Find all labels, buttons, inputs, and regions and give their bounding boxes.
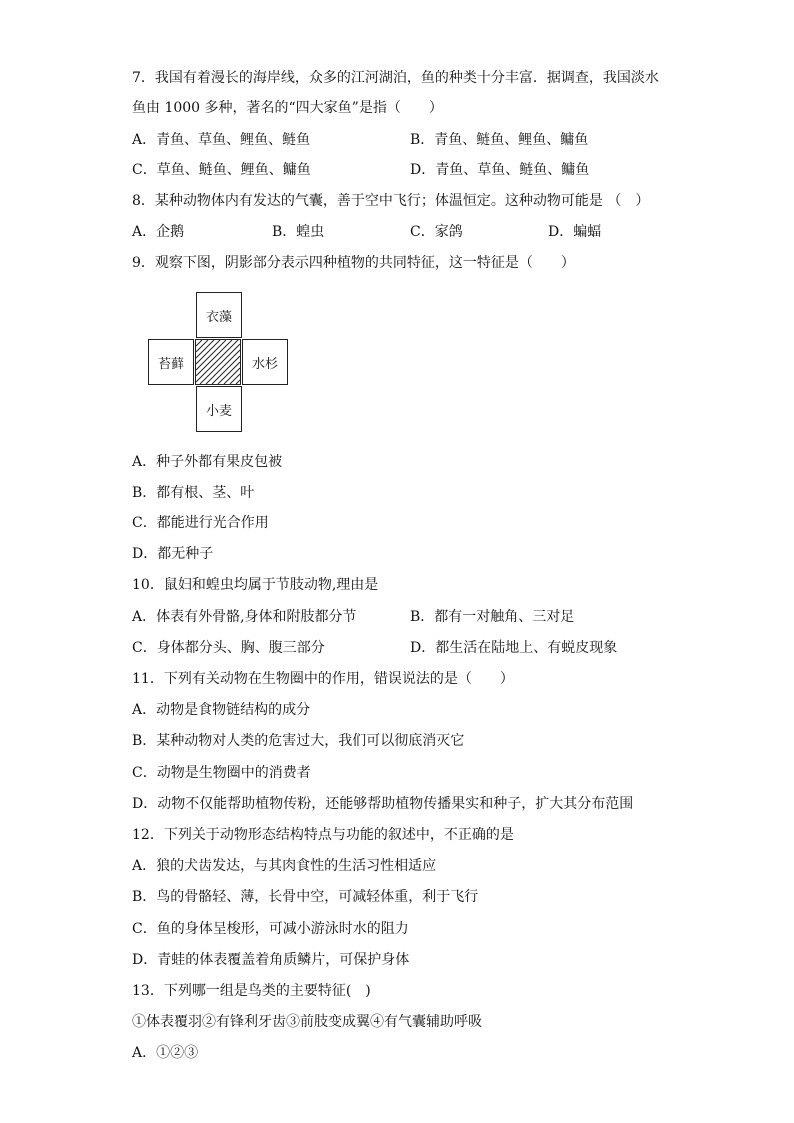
q7-stem-line1: 7．我国有着漫长的海岸线，众多的江河湖泊，鱼的种类十分丰富．据调查，我国淡水	[132, 70, 659, 86]
q7-options-row1	[132, 130, 692, 150]
q7-option-a[interactable]: A．青鱼、草鱼、鲤鱼、鲢鱼	[132, 132, 311, 148]
q13-stem: 13．下列哪一组是鸟类的主要特征( )	[132, 983, 371, 999]
hatch-pattern-icon	[196, 340, 240, 384]
q11-option-b[interactable]: B．某种动物对人类的危害过大，我们可以彻底消灭它	[132, 733, 465, 749]
diagram-cell-left: 苔藓	[148, 339, 194, 385]
q11-option-c[interactable]: C．动物是生物圈中的消费者	[132, 765, 311, 781]
q8-option-d[interactable]: D．蝙蝠	[548, 224, 602, 240]
q11-option-d[interactable]: D．动物不仅能帮助植物传粉，还能够帮助植物传播果实和种子，扩大其分布范围	[132, 796, 634, 812]
q8-options-row	[132, 222, 692, 242]
q10-option-c[interactable]: C．身体都分头、胸、腹三部分	[132, 640, 325, 656]
diagram-cell-bottom: 小麦	[196, 386, 242, 432]
q10-stem: 10．鼠妇和蝗虫均属于节肢动物,理由是	[132, 577, 379, 593]
q12-stem: 12．下列关于动物形态结构特点与功能的叙述中，不正确的是	[132, 827, 514, 843]
q7-option-b[interactable]: B．青鱼、鲢鱼、鲤鱼、鳙鱼	[410, 132, 589, 148]
q11-stem: 11．下列有关动物在生物圈中的作用，错误说法的是（ ）	[132, 671, 514, 687]
q9-option-b[interactable]: B．都有根、茎、叶	[132, 485, 255, 501]
q9-option-a[interactable]: A．种子外都有果皮包被	[132, 454, 283, 470]
q8-option-c[interactable]: C．家鸽	[410, 224, 463, 240]
diagram-cell-right: 水杉	[242, 339, 288, 385]
q8-option-a[interactable]: A．企鹅	[132, 224, 185, 240]
q10-option-b[interactable]: B．都有一对触角、三对足	[410, 609, 575, 625]
q13-items: ①体表覆羽②有锋利牙齿③前肢变成翼④有气囊辅助呼吸	[132, 1014, 482, 1030]
q12-option-c[interactable]: C．鱼的身体呈梭形，可减小游泳时水的阻力	[132, 921, 409, 937]
q9-cross-diagram	[148, 292, 294, 434]
q10-options-row2	[132, 638, 692, 658]
q7-option-d[interactable]: D．青鱼、草鱼、鲢鱼、鳙鱼	[410, 162, 590, 178]
q12-option-d[interactable]: D．青蛙的体表覆盖着角质鳞片，可保护身体	[132, 952, 410, 968]
q10-option-d[interactable]: D．都生活在陆地上、有蜕皮现象	[410, 640, 618, 656]
q10-options-row1	[132, 607, 692, 627]
diagram-cell-shaded	[195, 339, 241, 385]
q9-stem: 9．观察下图，阴影部分表示四种植物的共同特征，这一特征是（ ）	[132, 255, 575, 271]
q12-option-b[interactable]: B．鸟的骨骼轻、薄，长骨中空，可减轻体重，利于飞行	[132, 889, 479, 905]
q7-stem-line2: 鱼由 1000 多种，著名的“四大家鱼”是指（ ）	[132, 100, 443, 116]
q8-option-b[interactable]: B．蝗虫	[272, 224, 325, 240]
q7-options-row2	[132, 160, 692, 180]
diagram-cell-top: 衣藻	[196, 292, 242, 338]
q8-stem: 8．某种动物体内有发达的气囊，善于空中飞行；体温恒定。这种动物可能是 （ ）	[132, 193, 650, 209]
q9-option-d[interactable]: D．都无种子	[132, 546, 214, 562]
q12-option-a[interactable]: A．狼的犬齿发达，与其肉食性的生活习性相适应	[132, 858, 437, 874]
q13-option-a[interactable]: A．①②③	[132, 1045, 199, 1061]
q7-option-c[interactable]: C．草鱼、鲢鱼、鲤鱼、鳙鱼	[132, 162, 311, 178]
q11-option-a[interactable]: A．动物是食物链结构的成分	[132, 702, 311, 718]
q10-option-a[interactable]: A．体表有外骨骼,身体和附肢都分节	[132, 609, 357, 625]
q9-option-c[interactable]: C．都能进行光合作用	[132, 515, 269, 531]
